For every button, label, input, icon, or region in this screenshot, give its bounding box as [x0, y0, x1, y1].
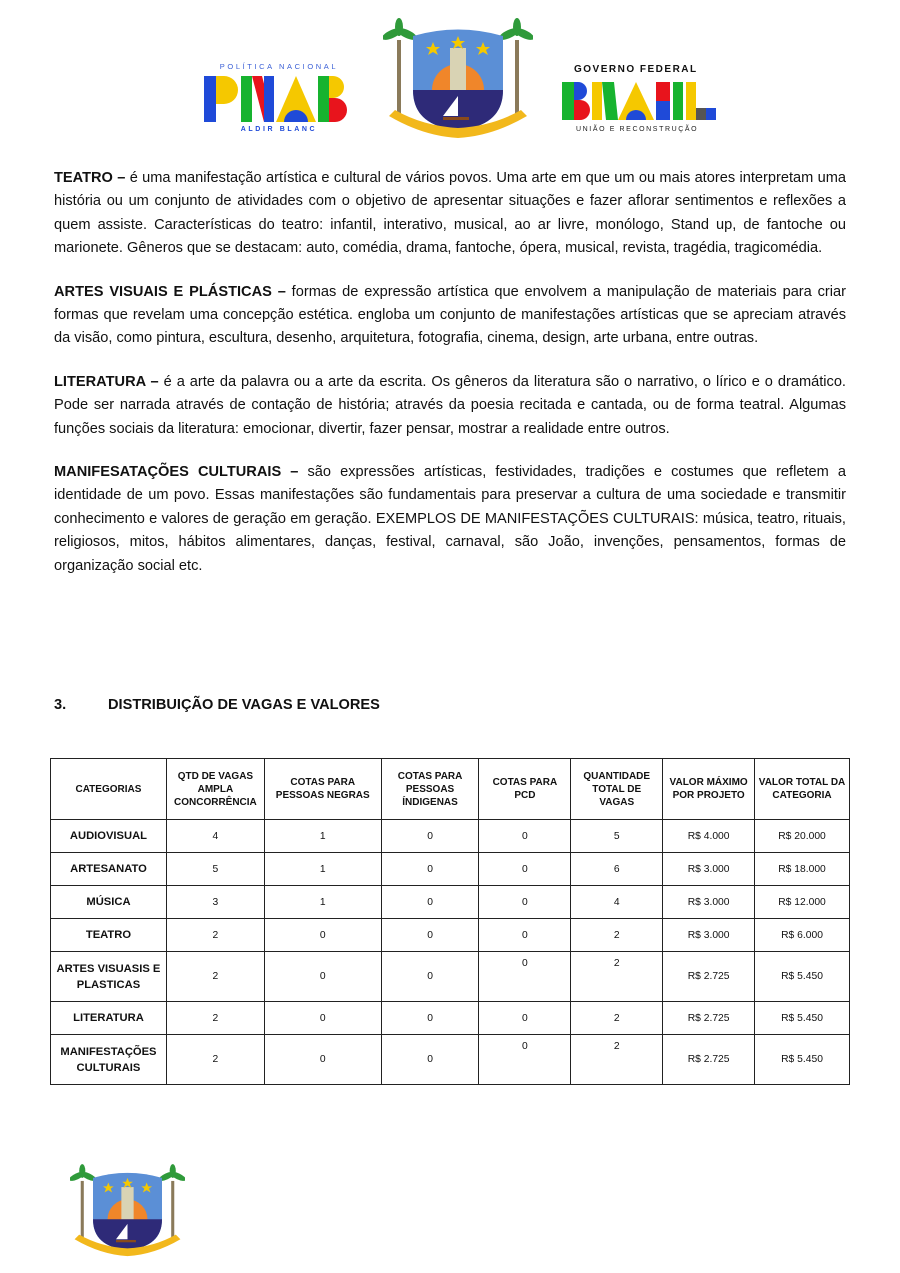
cell-valor-maximo: R$ 3.000: [663, 919, 755, 952]
section-title: DISTRIBUIÇÃO DE VAGAS E VALORES: [108, 697, 380, 713]
cell-valor-total: R$ 18.000: [755, 853, 850, 886]
section-number: 3.: [54, 697, 67, 713]
cell-categoria: AUDIOVISUAL: [51, 820, 167, 853]
term-manifestacoes: MANIFESATAÇÕES CULTURAIS –: [54, 464, 299, 481]
document-body: [54, 167, 846, 598]
definition-artes-visuais: formas de expressão artística que envolvem a manipulação de materiais para criar formas que revelam uma concepção estética. engloba um conjunto de manifestações artísticas que se apreciam através da visão, como pintura, escultura, desenho, arquitetura, fotografia, cinema, design, arte urbana, entre outras.: [54, 283, 847, 347]
cell-categoria: MANIFESTAÇÕES CULTURAIS: [51, 1035, 167, 1085]
cell-valor-maximo: R$ 2.725: [663, 1002, 755, 1035]
cell-valor-total: R$ 5.450: [755, 1035, 850, 1085]
table-row: [51, 919, 850, 952]
cell-total: 4: [571, 886, 663, 919]
cell-pcd: 0: [479, 1002, 571, 1035]
cell-valor-total: R$ 5.450: [755, 1002, 850, 1035]
gov-logo-top-text: GOVERNO FEDERAL: [574, 64, 698, 75]
cell-pcd: 0: [479, 919, 571, 952]
pnab-logo-bottom-text: ALDIR BLANC: [240, 126, 318, 133]
header-total-vagas: QUANTIDADE TOTAL DE VAGAS: [571, 759, 663, 820]
cell-categoria: ARTES VISUASIS E PLASTICAS: [51, 952, 167, 1002]
cell-valor-maximo: R$ 4.000: [663, 820, 755, 853]
pnab-logo-top-text: POLÍTICA NACIONAL: [219, 62, 339, 71]
table-header-row: [51, 759, 850, 820]
cell-ampla: 3: [166, 886, 264, 919]
cell-pcd: 0: [479, 886, 571, 919]
vagas-table: [50, 758, 850, 1085]
cell-valor-maximo: R$ 3.000: [663, 886, 755, 919]
header-cotas-negras: COTAS PARA PESSOAS NEGRAS: [264, 759, 381, 820]
cell-total: 2: [571, 952, 663, 1002]
table-row: [51, 886, 850, 919]
cell-ampla: 2: [166, 1035, 264, 1085]
header-cotas-pcd: COTAS PARA PCD: [479, 759, 571, 820]
governo-federal-logo: [558, 64, 718, 144]
cell-negras: 1: [264, 820, 381, 853]
table-row: [51, 1035, 850, 1085]
sao-miguel-crest-icon: [383, 18, 533, 143]
cell-negras: 0: [264, 919, 381, 952]
cell-valor-maximo: R$ 2.725: [663, 952, 755, 1002]
definition-manifestacoes: são expressões artísticas, festividades, tradições e costumes que refletem a identidade de um povo. Essas manifestações são fundamentais para preservar a cultura de uma sociedade e transmitir conhecimento e valores de geração em geração. EXEMPLOS DE MANIFESTAÇÕES CULTURAIS: música, teatro, rituais, religiosos, mitos, hábitos alimentares, danças, festival, carnaval, são João, invenções, pensamentos, formas de organização social etc.: [54, 464, 846, 574]
cell-total: 2: [571, 919, 663, 952]
footer-crest-icon: [70, 1162, 185, 1262]
page-header: [0, 18, 900, 143]
cell-categoria: MÚSICA: [51, 886, 167, 919]
table-row: [51, 1002, 850, 1035]
cell-negras: 0: [264, 1002, 381, 1035]
header-cotas-indigenas: COTAS PARA PESSOAS ÍNDIGENAS: [381, 759, 479, 820]
cell-valor-maximo: R$ 2.725: [663, 1035, 755, 1085]
cell-negras: 0: [264, 952, 381, 1002]
cell-ampla: 2: [166, 952, 264, 1002]
table-row: [51, 853, 850, 886]
cell-categoria: TEATRO: [51, 919, 167, 952]
definition-teatro: é uma manifestação artística e cultural de vários povos. Uma arte em que um ou mais atores interpretam uma história ou um conjunto de atividades com o objetivo de apresentar situações e fazer aflorar sentimentos e reflexões a quem assiste. Características do teatro: infantil, interativo, musical, ao ar livre, monólogo, Stand up, de fantoche ou marionete. Gêneros que se destacam: auto, comédia, drama, fantoche, ópera, musical, revista, tragédia, tragicomédia.: [54, 170, 846, 257]
cell-categoria: ARTESANATO: [51, 853, 167, 886]
term-artes-visuais: ARTES VISUAIS E PLÁSTICAS –: [54, 283, 286, 300]
cell-indigenas: 0: [381, 820, 479, 853]
header-categorias: CATEGORIAS: [51, 759, 167, 820]
cell-indigenas: 0: [381, 886, 479, 919]
header-valor-total: VALOR TOTAL DA CATEGORIA: [755, 759, 850, 820]
cell-valor-maximo: R$ 3.000: [663, 853, 755, 886]
table-row: [51, 820, 850, 853]
cell-total: 2: [571, 1002, 663, 1035]
cell-ampla: 2: [166, 1002, 264, 1035]
cell-negras: 1: [264, 853, 381, 886]
brasil-wordmark-icon: [562, 80, 718, 122]
pnab-logo: [200, 62, 360, 142]
term-literatura: LITERATURA –: [54, 373, 159, 390]
cell-indigenas: 0: [381, 853, 479, 886]
paragraph-artes-visuais: [54, 281, 846, 351]
definition-literatura: é a arte da palavra ou a arte da escrita. Os gêneros da literatura são o narrativo, o lírico e o dramático. Pode ser narrada através de contação de história; através da poesia recitada e cantada, ou de forma teatral. Algumas funções sociais da literatura: emocionar, divertir, fazer pensar, mostrar a realidade entre outros.: [54, 373, 846, 437]
table-row: [51, 952, 850, 1002]
cell-valor-total: R$ 20.000: [755, 820, 850, 853]
gov-logo-bottom-text: UNIÃO E RECONSTRUÇÃO: [576, 126, 699, 133]
cell-indigenas: 0: [381, 1002, 479, 1035]
cell-ampla: 2: [166, 919, 264, 952]
cell-indigenas: 0: [381, 1035, 479, 1085]
cell-ampla: 4: [166, 820, 264, 853]
cell-valor-total: R$ 6.000: [755, 919, 850, 952]
cell-ampla: 5: [166, 853, 264, 886]
paragraph-manifestacoes: [54, 461, 846, 578]
paragraph-literatura: [54, 371, 846, 441]
cell-negras: 1: [264, 886, 381, 919]
term-teatro: TEATRO –: [54, 170, 126, 186]
cell-pcd: 0: [479, 952, 571, 1002]
cell-indigenas: 0: [381, 919, 479, 952]
header-ampla-concorrencia: QTD DE VAGAS AMPLA CONCORRÊNCIA: [166, 759, 264, 820]
cell-pcd: 0: [479, 853, 571, 886]
cell-total: 5: [571, 820, 663, 853]
cell-pcd: 0: [479, 1035, 571, 1085]
cell-valor-total: R$ 5.450: [755, 952, 850, 1002]
cell-pcd: 0: [479, 820, 571, 853]
cell-total: 2: [571, 1035, 663, 1085]
paragraph-teatro: [54, 167, 846, 261]
cell-total: 6: [571, 853, 663, 886]
pnab-wordmark-icon: [204, 74, 354, 124]
cell-valor-total: R$ 12.000: [755, 886, 850, 919]
cell-categoria: LITERATURA: [51, 1002, 167, 1035]
cell-indigenas: 0: [381, 952, 479, 1002]
cell-negras: 0: [264, 1035, 381, 1085]
section-heading: [54, 697, 380, 713]
header-valor-maximo: VALOR MÁXIMO POR PROJETO: [663, 759, 755, 820]
